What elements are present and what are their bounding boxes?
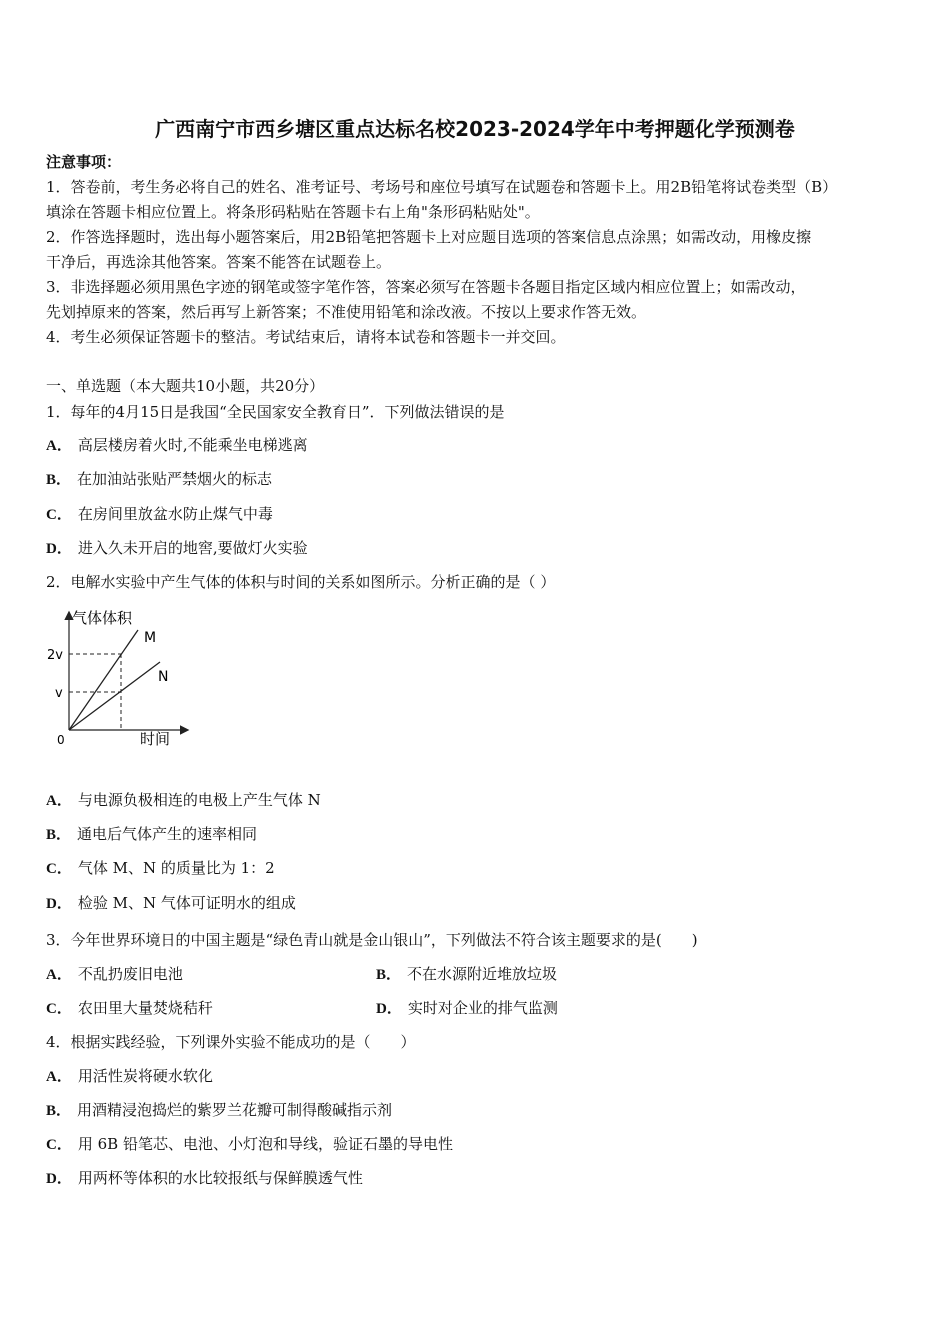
q2-stem: 2．电解水实验中产生气体的体积与时间的关系如图所示。分析正确的是（ ） xyxy=(46,573,556,591)
volume-time-graph xyxy=(44,603,204,763)
q3-option-c: C． 农田里大量焚烧秸秆 xyxy=(46,999,213,1017)
origin-label: 0 xyxy=(57,733,65,747)
q4-stem: 4．根据实践经验，下列课外实验不能成功的是（ ） xyxy=(46,1033,416,1051)
x-axis-label: 时间 xyxy=(140,730,171,748)
q1-option-a: A． 高层楼房着火时,不能乘坐电梯逃离 xyxy=(46,436,308,454)
q1-option-b: B． 在加油站张贴严禁烟火的标志 xyxy=(46,470,273,488)
note-line: 4．考生必须保证答题卡的整洁。考试结束后，请将本试卷和答题卡一并交回。 xyxy=(46,328,566,346)
q3-option-d: D． 实时对企业的排气监测 xyxy=(376,999,558,1017)
note-line: 先划掉原来的答案，然后再写上新答案；不准使用铅笔和涂改液。不按以上要求作答无效。 xyxy=(46,303,647,321)
q1-option-d: D． 进入久未开启的地窖,要做灯火实验 xyxy=(46,539,308,557)
q4-option-d: D． 用两杯等体积的水比较报纸与保鲜膜透气性 xyxy=(46,1169,363,1187)
q2-option-d: D． 检验 M、N 气体可证明水的组成 xyxy=(46,894,296,912)
line-m xyxy=(69,630,138,730)
label-n: N xyxy=(158,669,169,685)
note-line: 1．答卷前，考生务必将自己的姓名、准考证号、考场号和座位号填写在试题卷和答题卡上。用2B铅笔将试卷类型（B） xyxy=(46,178,838,196)
q2-option-b: B． 通电后气体产生的速率相同 xyxy=(46,825,258,843)
note-line: 填涂在答题卡相应位置上。将条形码粘贴在答题卡右上角"条形码粘贴处"。 xyxy=(46,203,540,221)
page-title: 广西南宁市西乡塘区重点达标名校2023-2024学年中考押题化学预测卷 xyxy=(155,117,795,141)
q4-option-a: A． 用活性炭将硬水软化 xyxy=(46,1067,213,1085)
q2-option-a: A． 与电源负极相连的电极上产生气体 N xyxy=(46,791,321,809)
q4-option-c: C． 用 6B 铅笔芯、电池、小灯泡和导线，验证石墨的导电性 xyxy=(46,1135,453,1153)
section-heading: 一、单选题（本大题共10小题，共20分） xyxy=(46,377,325,395)
notes-heading: 注意事项： xyxy=(46,153,122,171)
y-axis-label: 气体体积 xyxy=(72,609,133,627)
note-line: 3．非选择题必须用黑色字迹的钢笔或签字笔作答，答案必须写在答题卡各题目指定区域内相应位置上；如需改动， xyxy=(46,278,806,296)
q3-stem: 3．今年世界环境日的中国主题是“绿色青山就是金山银山”，下列做法不符合该主题要求的是( ) xyxy=(46,931,698,949)
tick-2v: 2v xyxy=(47,648,63,663)
q4-option-b: B． 用酒精浸泡捣烂的紫罗兰花瓣可制得酸碱指示剂 xyxy=(46,1101,393,1119)
q2-option-c: C． 气体 M、N 的质量比为 1：2 xyxy=(46,859,275,877)
q3-option-a: A． 不乱扔废旧电池 xyxy=(46,965,183,983)
tick-v: v xyxy=(55,686,63,701)
note-line: 2．作答选择题时，选出每小题答案后，用2B铅笔把答题卡上对应题目选项的答案信息点涂黑；如需改动，用橡皮擦 xyxy=(46,228,812,246)
q3-option-b: B． 不在水源附近堆放垃圾 xyxy=(376,965,558,983)
note-line: 干净后，再选涂其他答案。答案不能答在试题卷上。 xyxy=(46,253,392,271)
label-m: M xyxy=(144,630,157,646)
q1-stem: 1．每年的4月15日是我国“全民国家安全教育日”．下列做法错误的是 xyxy=(46,403,505,421)
q1-option-c: C． 在房间里放盆水防止煤气中毒 xyxy=(46,505,273,523)
line-n xyxy=(69,662,160,730)
